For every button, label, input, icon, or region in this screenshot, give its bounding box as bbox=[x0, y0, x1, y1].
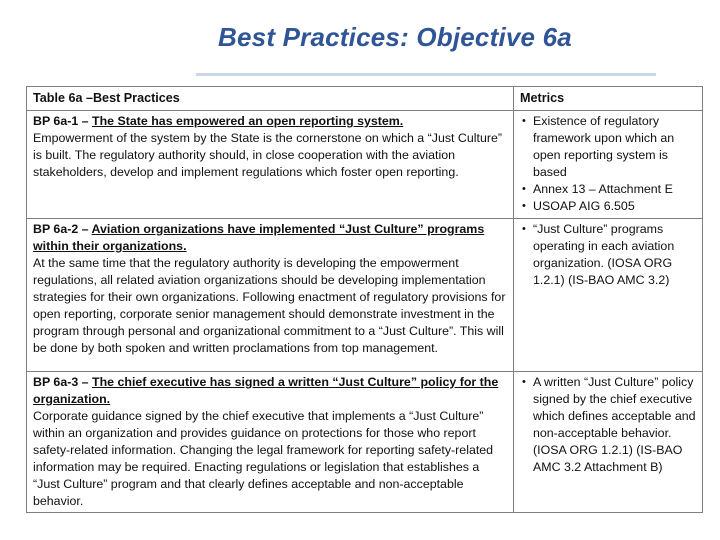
metric-item: • USOAP AIG 6.505 bbox=[520, 198, 696, 215]
practice-body: Empowerment of the system by the State is the cornerstone on which a “Just Culture” is built. The regulatory authority should, in close cooperation with the aviation stakeholders, develop and implement regulations which foster open reporting. bbox=[33, 131, 502, 179]
metric-item: • “Just Culture” programs operating in each aviation organization. (IOSA ORG 1.2.1) (IS-BAO AMC 3.2) bbox=[520, 221, 696, 289]
practice-cell bbox=[27, 372, 514, 513]
metric-item: • Annex 13 – Attachment E bbox=[520, 181, 696, 198]
practice-body: Corporate guidance signed by the chief executive that implements a “Just Culture” within an organization and provides guidance on protections for those who report safety-related information. Changing the legal framework for reporting safety-related information may be required. Enacting regulations or legislation that establishes a “Just Culture” program and that clearly defines acceptable and non-acceptable behavior. bbox=[33, 409, 494, 508]
metrics-list bbox=[520, 113, 696, 215]
column-header-practices: Table 6a –Best Practices bbox=[27, 87, 514, 111]
metrics-cell bbox=[514, 372, 703, 513]
metric-item: • Existence of regulatory framework upon which an open reporting system is based bbox=[520, 113, 696, 181]
practice-cell bbox=[27, 219, 514, 372]
practice-cell bbox=[27, 111, 514, 219]
practice-heading: The chief executive has signed a written “Just Culture” policy for the organization. bbox=[33, 375, 499, 406]
metrics-cell bbox=[514, 111, 703, 219]
practice-heading: The State has empowered an open reporting system. bbox=[92, 114, 404, 128]
metrics-list bbox=[520, 221, 696, 289]
table-row bbox=[27, 219, 703, 372]
column-header-metrics: Metrics bbox=[514, 87, 703, 111]
table-header-row bbox=[27, 87, 703, 111]
page-title: Best Practices: Objective 6a bbox=[218, 22, 572, 52]
practice-id: BP 6a-1 – bbox=[33, 114, 93, 128]
practice-body: At the same time that the regulatory authority is developing the empowerment regulations, all related aviation organizations should be developing implementation strategies for their own organizations. Following enactment of regulatory provisions for open reporting, corporate senior management should demonstrate investment in the program through personal and organizational commitment to a “Just Culture”. This will be done by both spoken and written proclamations from top management. bbox=[33, 256, 506, 355]
practice-heading: Aviation organizations have implemented “Just Culture” programs within their organizations. bbox=[33, 222, 485, 253]
metrics-list bbox=[520, 374, 696, 476]
table-row bbox=[27, 111, 703, 219]
metrics-cell bbox=[514, 219, 703, 372]
best-practices-table bbox=[26, 86, 703, 513]
practice-id: BP 6a-2 – bbox=[33, 222, 92, 236]
table-row bbox=[27, 372, 703, 513]
practice-id: BP 6a-3 – bbox=[33, 375, 93, 389]
title-divider bbox=[196, 73, 656, 76]
metric-item: • A written “Just Culture” policy signed by the chief executive which defines acceptable and non-acceptable behavior. (IOSA ORG 1.2.1) (IS-BAO AMC 3.2 Attachment B) bbox=[520, 374, 696, 476]
